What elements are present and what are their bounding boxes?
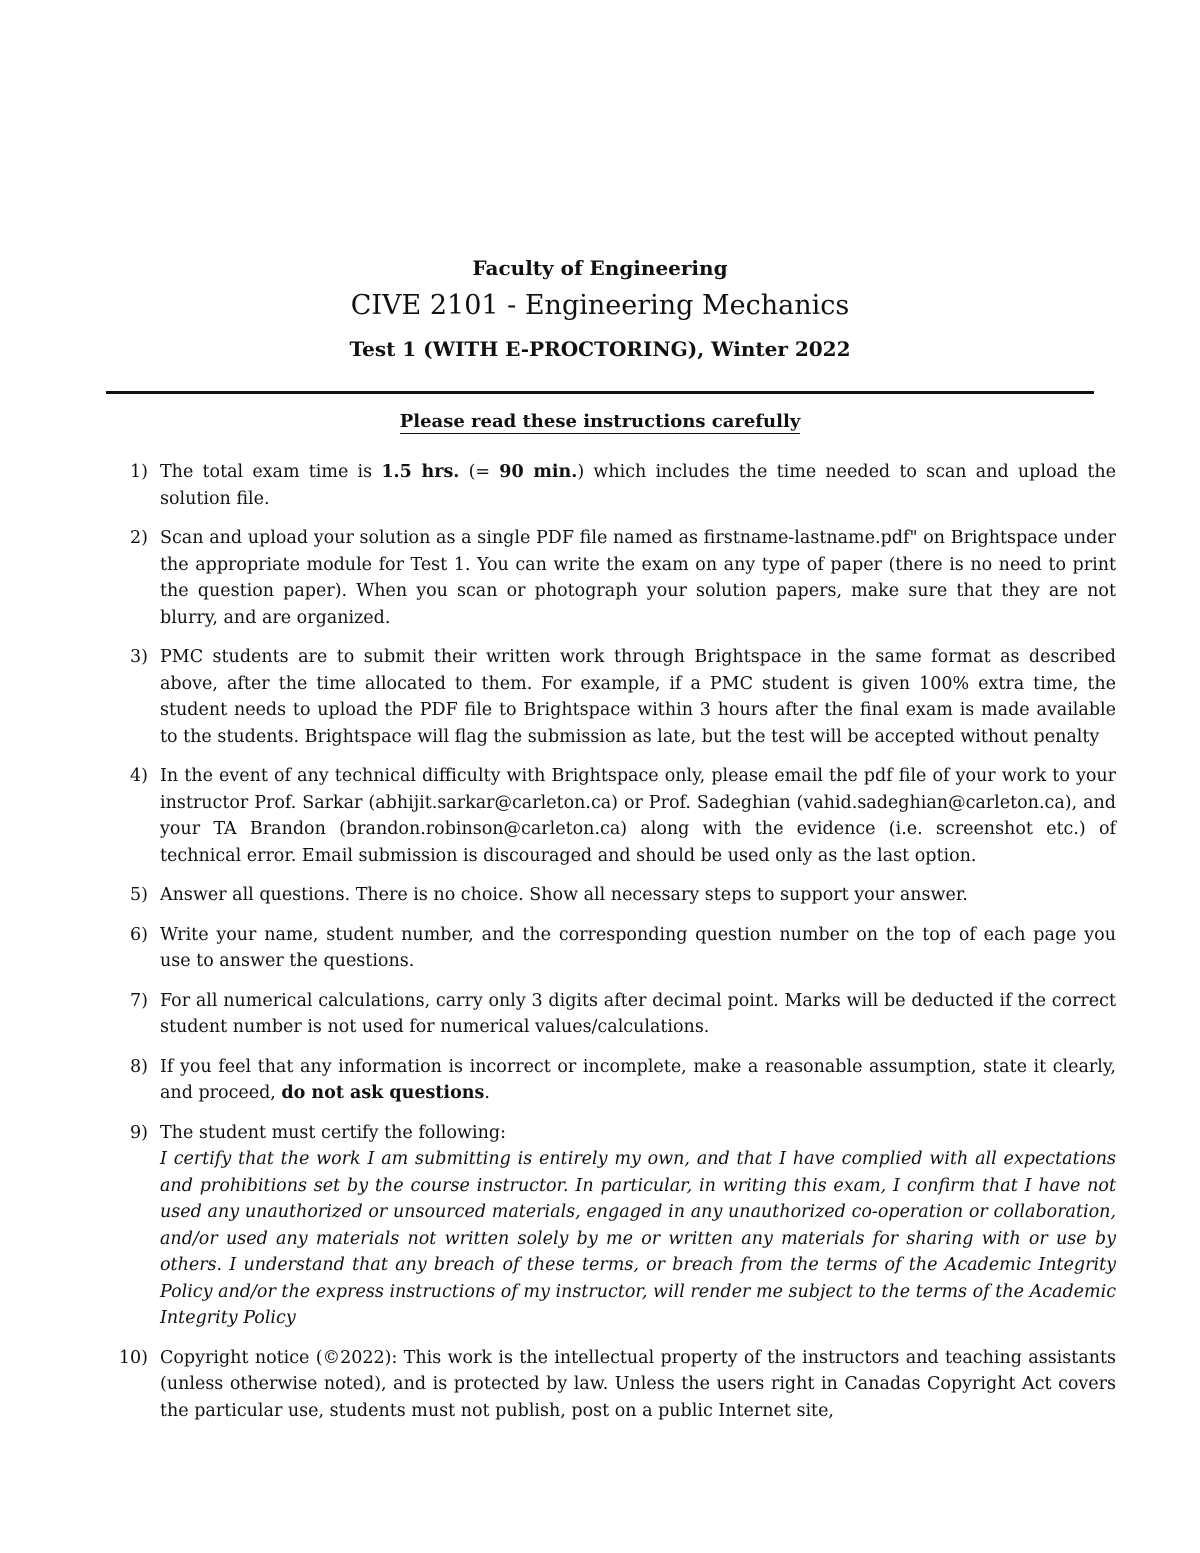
instructions-list (106, 459, 1116, 1437)
instruction-item-2 (106, 525, 1116, 631)
bold-exam-duration-minutes: 90 min. (499, 462, 578, 482)
item-number: 7) (130, 990, 148, 1011)
item-text: Copyright notice (©2022): This work is the intellectual property of the instructors and teaching assistants (unless otherwise noted), and is protected by law. Unless the users right in Canadas Copyright Act covers the particular use, students must not publish, post on a public Internet site, (160, 1347, 1116, 1421)
text-segment: . (484, 1083, 490, 1103)
instruction-item-4 (106, 763, 1116, 869)
text-segment: (= (459, 462, 500, 482)
instruction-item-3 (106, 644, 1116, 750)
item-number: 6) (130, 924, 148, 945)
item-text: The student must certify the following: (160, 1122, 507, 1143)
item-text: Answer all questions. There is no choice. Show all necessary steps to support your answer. (160, 885, 968, 905)
instructions-heading (0, 411, 1200, 432)
item-text: PMC students are to submit their written work through Brightspace in the same format as described above, after the time allocated to them. For example, if a PMC student is given 100% extra time, the student needs to upload the PDF file to Brightspace within 3 hours after the final exam is made available to the students. Brightspace will flag the submission as late, but the test will be accepted without penalty (160, 647, 1116, 747)
test-subtitle: Test 1 (WITH E-PROCTORING), Winter 2022 (349, 337, 851, 361)
item-text: In the event of any technical difficulty with Brightspace only, please email the pdf file of your work to your instructor Prof. Sarkar (abhijit.sarkar@carleton.ca) or Prof. Sadeghian (vahid.sadeghian@carleton.ca), and your TA Brandon (brandon.robinson@carleton.ca) along with the evidence (i.e. screenshot etc.) of technical error. Email submission is discouraged and should be used only as the last option. (160, 766, 1116, 866)
certification-statement: I certify that the work I am submitting is entirely my own, and that I have complied with all expectations and prohibitions set by the course instructor. In particular, in writing this exam, I confirm that I have not used any unauthorized or unsourced materials, engaged in any unauthorized co-operation or collaboration, and/or used any materials not written solely by me or written any materials for sharing with or use by others. I understand that any breach of these terms, or breach from the terms of the Academic Integrity Policy and/or the express instructions of my instructor, will render me subject to the terms of the Academic Integrity Policy (160, 1149, 1116, 1328)
item-number: 5) (130, 885, 148, 905)
item-text (160, 1054, 1116, 1107)
horizontal-divider (106, 391, 1094, 394)
item-text: For all numerical calculations, carry only 3 digits after decimal point. Marks will be deducted if the correct student number is not used for numerical values/calculations. (160, 990, 1116, 1037)
item-number: 9) (130, 1122, 148, 1143)
text-segment: The total exam time is (160, 462, 382, 482)
instruction-item-7 (106, 988, 1116, 1041)
instruction-item-10 (106, 1345, 1116, 1425)
faculty-heading: Faculty of Engineering (472, 256, 728, 280)
item-number: 1) (130, 462, 148, 482)
instruction-item-8 (106, 1054, 1116, 1107)
item-number: 10) (118, 1347, 148, 1368)
text-segment: If you feel that any information is incorrect or incomplete, make a reasonable assumption, state it clearly, and proceed, (160, 1056, 1116, 1103)
bold-do-not-ask: do not ask questions (281, 1083, 485, 1103)
instruction-item-6 (106, 922, 1116, 975)
instruction-item-1 (106, 459, 1116, 512)
item-number: 4) (130, 766, 148, 786)
item-text (160, 459, 1116, 512)
instruction-item-5 (106, 882, 1116, 909)
item-text: Write your name, student number, and the corresponding question number on the top of each page you use to answer the questions. (160, 924, 1116, 971)
course-title: CIVE 2101 - Engineering Mechanics (350, 290, 850, 321)
text-segment: ) which includes the time needed to scan and upload the solution file. (160, 462, 1116, 509)
instruction-item-9 (106, 1120, 1116, 1332)
item-text: Scan and upload your solution as a single PDF file named as firstname-lastname.pdf" on Brightspace under the appropriate module for Test 1. You can write the exam on any type of paper (there is no need to print the question paper). When you scan or photograph your solution papers, make sure that they are not blurry, and are organized. (160, 528, 1116, 628)
bold-exam-duration-hours: 1.5 hrs. (381, 462, 460, 482)
item-number: 8) (130, 1056, 148, 1077)
item-number: 2) (130, 528, 148, 548)
instructions-heading-text: Please read these instructions carefully (399, 411, 801, 432)
item-number: 3) (130, 647, 148, 667)
